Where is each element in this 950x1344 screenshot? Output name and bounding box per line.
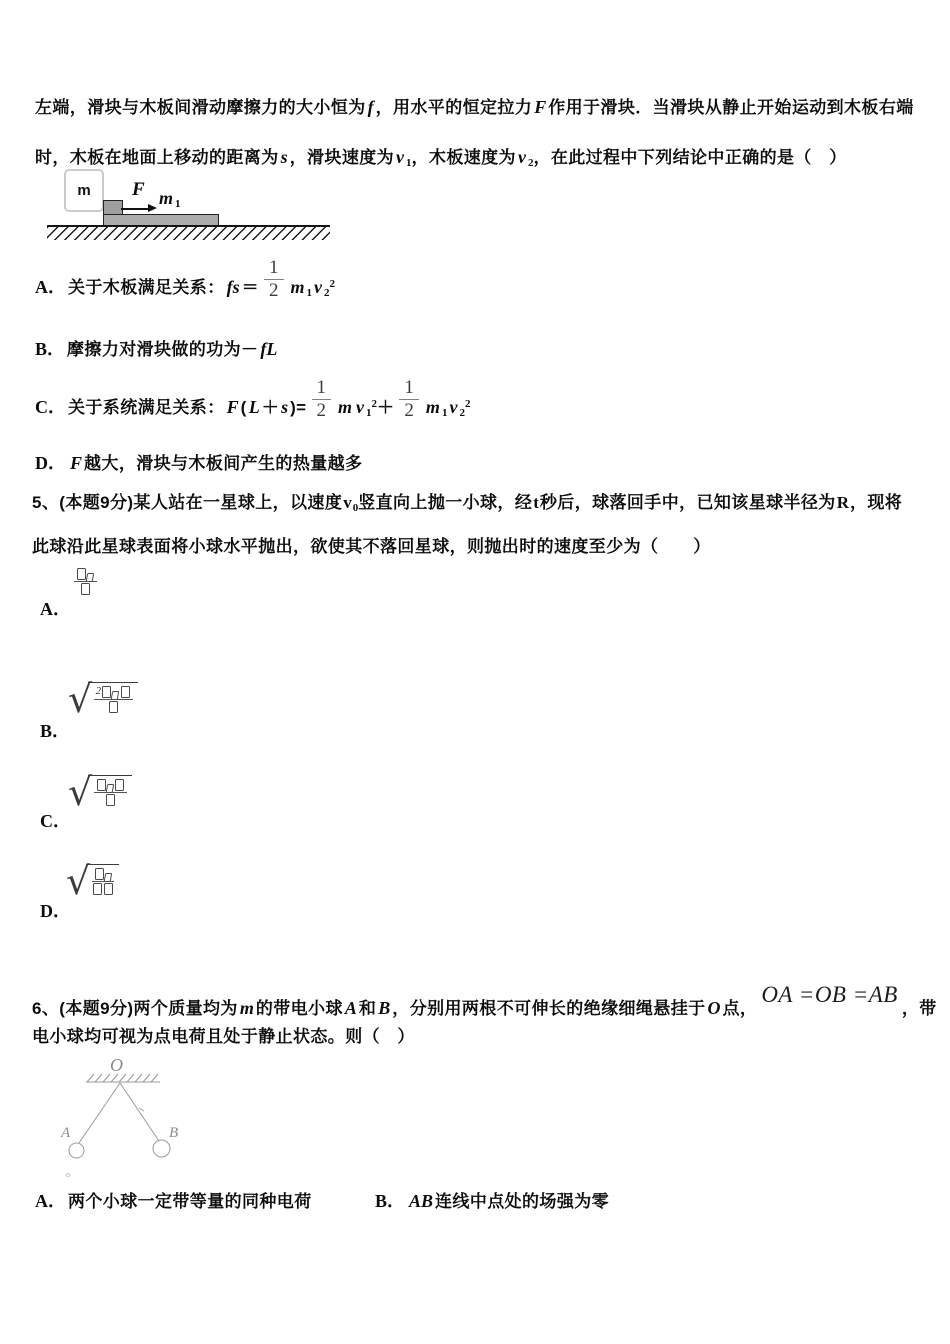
q6-label-a: A (61, 1125, 71, 1141)
q5-option-b-letter-text: B． (40, 721, 71, 741)
q4-option-d: D． F 越大，滑块与木板间产生的热量越多 (35, 453, 363, 473)
q5-option-b-formula: √ 2 (68, 682, 138, 720)
q4-plank-mass-label: m 1 (159, 188, 181, 210)
q6-ceiling-hatching (87, 1074, 158, 1082)
q5-option-a-letter-text: A． (40, 599, 71, 619)
q6-string-oa (79, 1083, 120, 1143)
q6-ball-a (69, 1143, 84, 1158)
q6-option-b: B． AB 连线中点处的场强为零 (375, 1191, 610, 1211)
q5-text-line2: 此球沿此星球表面将小球水平抛出，欲使其不落回星球，则抛出时的速度至少为（ ） (32, 537, 711, 556)
q6-stray-mark (66, 1174, 70, 1177)
q4-force-label: F (132, 179, 145, 200)
q4-text-line1: 左端，滑块与木板间滑动摩擦力的大小恒为 f ，用水平的恒定拉力 F 作用于滑块．当滑块从静止开始运动到木板右端 (35, 97, 914, 117)
q6-string-ob (120, 1083, 159, 1141)
q4-text-line2: 时，木板在地面上移动的距离为 s ，滑块速度为 v 1，木板速度为 v 2，在此过程中下列结论中正确的是（ ） (35, 147, 847, 169)
q4-option-a: A． 关于木板满足关系： fs ＝ $\frac{1}{2}$ m 1 v $2^2$ (35, 257, 336, 301)
q4-option-b: B． 摩擦力对滑块做的功为－ fL (35, 339, 278, 359)
q6-ball-b (153, 1140, 170, 1157)
q6-text-line2: 电小球均可视为点电荷且处于静止状态。则（ ） (32, 1027, 415, 1046)
q5-option-a-letter (40, 598, 73, 621)
q4-option-c: C． 关于系统满足关系： F ( L ＋ s )= $\frac{1}{2}$ m v $1^2+$ $\frac{1}{2}$ m 1 v $2^2$ (35, 377, 471, 421)
q6-label-b: B (169, 1125, 179, 1141)
q4-force-arrow-head (148, 204, 157, 212)
q5-option-c-letter-text: C． (40, 811, 71, 831)
q5-option-d-letter (40, 900, 73, 923)
q6-text-line1: 6、(本题9分)两个质量均为 m 的带电小球 A 和 B ，分别用两根不可伸长的绝缘细绳悬挂于 O 点，OA =OB =AB，带 (32, 982, 937, 1018)
q5-option-d-letter-text: D． (40, 901, 71, 921)
q6-label-o: O (110, 1055, 123, 1075)
q4-force-arrow-shaft (121, 208, 149, 210)
q4-mass-placeholder-box (64, 169, 104, 212)
q5-option-c-formula: √ (68, 775, 132, 813)
q5-option-b-letter (40, 720, 72, 743)
q5-option-d-formula: √ (66, 864, 119, 902)
q6-diagram (60, 1053, 240, 1183)
q4-diagram (47, 167, 347, 243)
q6-string-tick (139, 1108, 144, 1111)
q4-ground-hatching (47, 227, 330, 240)
q4-mass-label: m (77, 182, 91, 199)
q5-option-a-formula (73, 568, 98, 595)
q6-option-a: A． 两个小球一定带等量的同种电荷 (35, 1191, 312, 1211)
q5-text-line1: 5、(本题9分)某人站在一星球上，以速度v0竖直向上抛一小球，经t秒后，球落回手中，已知该星球半径为R，现将 (32, 493, 903, 514)
